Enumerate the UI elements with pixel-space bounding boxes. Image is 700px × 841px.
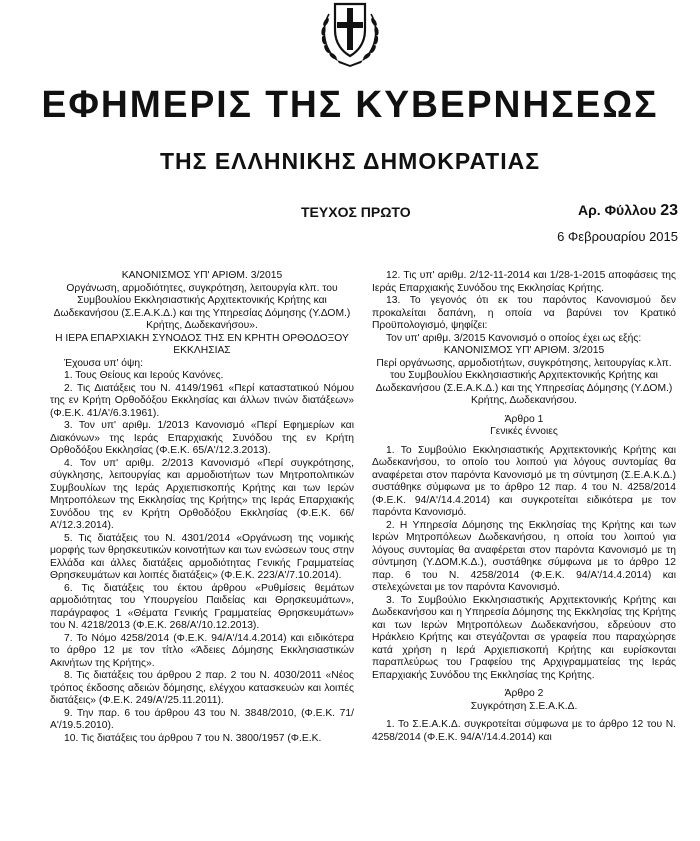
paragraph: 3. Τον υπ' αριθμ. 1/2013 Κανονισμό «Περί Εφημερίων και Διακόνων» της Ιεράς Επαρχιακής Συνόδου της εν Κρήτη Ορθοδόξου Εκκλησίας (Φ.Ε.Κ. 65/Α'/12.3.2013). [50,420,354,456]
sheet-number-label [578,202,678,220]
paragraph: Περί οργάνωσης, αρμοδιοτήτων, συγκρότησης, λειτουργίας κ.λπ. του Συμβουλίου Εκκλησιαστικής Αρχιτεκτονικής Κρήτης και Δωδεκανήσου (Σ.Ε.Α.Κ.Δ.) και της Υπηρεσίας Δόμησης (Υ.ΔΟΜ.) Κρήτης, Δωδεκανήσου. [375,357,673,406]
paragraph: Συγκρότηση Σ.Ε.Α.Κ.Δ. [470,700,578,712]
paragraph: 7. Το Νόμο 4258/2014 (Φ.Ε.Κ. 94/Α'/14.4.2014) και ειδικότερα το άρθρο 12 με τον τίτλο «Άδειες Δόμησης Εκκλησιαστικών Ακινήτων της Κρήτης». [50,632,354,669]
issue-type: ΤΕΥΧΟΣ ΠΡΩΤΟ [301,204,411,220]
paragraph: 9. Την παρ. 6 του άρθρου 43 του Ν. 3848/2010, (Φ.Ε.Κ. 71/Α'/19.5.2010). [50,707,354,731]
paragraph: ΚΑΝΟΝΙΣΜΟΣ ΥΠ' ΑΡΙΘΜ. 3/2015 [443,345,605,356]
paragraph: 1. Τους Θείους και Ιερούς Κανόνες. [64,370,224,381]
paragraph: Άρθρο 2 [504,688,544,699]
sheet-number: 23 [660,202,678,219]
paragraph: 12. Τις υπ' αριθμ. 2/12-11-2014 και 1/28-1-2015 αποφάσεις της Ιεράς Επαρχιακής Συνόδου της Εκκλησίας Κρήτης. [372,270,676,294]
paragraph: 10. Τις διατάξεις του άρθρου 7 του Ν. 3800/1957 (Φ.Ε.Κ. [64,732,322,744]
left-text-column [50,270,354,745]
paragraph: 2. Η Υπηρεσία Δόμησης της Εκκλησίας της Κρήτης και των Ιερών Μητροπόλεων Δωδεκανήσου, η οποία του λοιπού για λόγους συντομίας θα αναφέρεται στον παρόντα Κανονισμό με τη σύντμηση (Υ.ΔΟΜ.Κ.Δ.), συστάθηκε σύμφωνα με το άρθρο 12 παρ. 6 του Ν. 4258/2014 (Φ.Ε.Κ. 94/Α'/14.4.2014) και στελεχώνεται με τον παρόντα Κανονισμό. [372,519,676,593]
paragraph: 5. Τις διατάξεις του Ν. 4301/2014 «Οργάνωση της νομικής μορφής των θρησκευτικών κοινοτήτων και των ενώσεων τους στην Ελλάδα και άλλες διατάξεις αρμοδιότητας Γενικής Γραμματείας Θρησκευμάτων και λοιπές διατάξεις» (Φ.Ε.Κ. 223/Α'/7.10.2014). [50,532,354,581]
paragraph: 3. Το Συμβούλιο Εκκλησιαστικής Αρχιτεκτονικής Κρήτης και Δωδεκανήσου και η Υπηρεσία Δόμησης της Εκκλησίας της Κρήτης και των Ιερών Μητροπόλεων Δωδεκανήσου, εδρεύουν στο Ηράκλειο Κρήτης και στεγάζονται σε γραφεία που παραχώρησε κατά χρήση η Ιερά Αρχιεπισκοπή Κρήτης και ευρίσκονται παραπλεύρως του Γραφείου της Αρχιγραμματείας της Ιεράς Επαρχιακής Συνόδου της Εκκλησίας της Κρήτης. [372,594,676,681]
right-text-column [372,270,676,744]
paragraph: ΚΑΝΟΝΙΣΜΟΣ ΥΠ' ΑΡΙΘΜ. 3/2015 [121,270,283,281]
paragraph: 13. Το γεγονός ότι εκ του παρόντος Κανονισμού δεν προκαλείται δαπάνη, η οποία να βαρύνει τον Κρατικό Προϋπολογισμό, ψηφίζει: [372,295,676,331]
paragraph: 4. Τον υπ' αριθμ. 2/2013 Κανονισμό «Περί συγκρότησης, σύγκλησης, λειτουργίας και αρμοδιοτήτων των Μητροπολιτικών Συμβουλίων της Ιεράς Αρχιεπισκοπής Κρήτης και των Ιερών Μητροπόλεων της Εκκλησίας της Κρήτης» της Ιεράς Επαρχιακής Συνόδου της εν Κρήτη Ορθοδόξου Εκκλησίας (Φ.Ε.Κ. 66/Α'/12.3.2014). [50,457,354,531]
paragraph: 6. Τις διατάξεις του έκτου άρθρου «Ρυθμίσεις θεμάτων αρμοδιότητας του Υπουργείου Παιδείας και Θρησκευμάτων», παράγραφος 1 «Θέματα Γενικής Γραμματείας Θρησκευμάτων» του Ν. 4218/2013 (Φ.Ε.Κ. 268/Α'/10.12.2013). [50,582,354,631]
paragraph: Έχουσα υπ' όψη: [64,357,143,369]
issue-info-row [0,202,700,224]
paragraph: 1. Το Σ.Ε.Α.Κ.Δ. συγκροτείται σύμφωνα με το άρθρο 12 του Ν. 4258/2014 (Φ.Ε.Κ. 94/Α'/14.4.2014) και [372,719,676,743]
masthead-subtitle: ΤΗΣ ΕΛΛΗΝΙΚΗΣ ΔΗΜΟΚΡΑΤΙΑΣ [159,148,541,174]
issue-date: 6 Φεβρουαρίου 2015 [557,229,678,244]
paragraph: Τον υπ' αριθμ. 3/2015 Κανονισμό ο οποίος έχει ως εξής: [386,332,642,344]
paragraph: Άρθρο 1 [504,413,544,425]
paragraph: Η ΙΕΡΑ ΕΠΑΡΧΙΑΚΗ ΣΥΝΟΔΟΣ ΤΗΣ ΕΝ ΚΡΗΤΗ ΟΡΘΟΔΟΞΟΥ ΕΚΚΛΗΣΙΑΣ [55,332,349,356]
paragraph: Οργάνωση, αρμοδιότητες, συγκρότηση, λειτουργία κλπ. του Συμβουλίου Εκκλησιαστικής Αρχιτεκτονικής Κρήτης και Δωδεκανήσου (Σ.Ε.Α.Κ.Δ.) και της Υπηρεσίας Δόμησης (Υ.ΔΟΜ.) Κρήτης, Δωδεκανήσου». [53,282,351,331]
greek-coat-of-arms-emblem [315,0,385,68]
masthead-title: ΕΦΗΜΕΡΙΣ ΤΗΣ ΚΥΒΕΡΝΗΣΕΩΣ [41,84,659,126]
paragraph: Γενικές έννοιες [490,426,558,437]
paragraph: 1. Το Συμβούλιο Εκκλησιαστικής Αρχιτεκτονικής Κρήτης και Δωδεκανήσου, το οποίο του λοιπού για λόγους συντομίας θα αναφέρεται στον παρόντα Κανονισμό με τη σύντμηση (Σ.Ε.Α.Κ.Δ.) συστάθηκε σύμφωνα με το άρθρο 12 παρ. 4 του Ν. 4258/2014 (Φ.Ε.Κ. 94/Α'/14.4.2014) και συγκροτείται ειδικότερα με τον παρόντα Κανονισμό. [372,444,676,518]
paragraph: 2. Τις Διατάξεις του Ν. 4149/1961 «Περί καταστατικού Νόμου της εν Κρήτη Ορθοδόξου Εκκλησίας και άλλων τινών διατάξεων» (Φ.Ε.Κ. 41/Α'/6.3.1961). [50,382,354,419]
sheet-label: Αρ. Φύλλου [578,202,657,218]
paragraph: 8. Τις διατάξεις του άρθρου 2 παρ. 2 του Ν. 4030/2011 «Νέος τρόπος έκδοσης αδειών δόμησης, ελέγχου κατασκευών και λοιπές διατάξεις» (Φ.Ε.Κ. 249/Α'/25.11.2011). [50,670,354,706]
